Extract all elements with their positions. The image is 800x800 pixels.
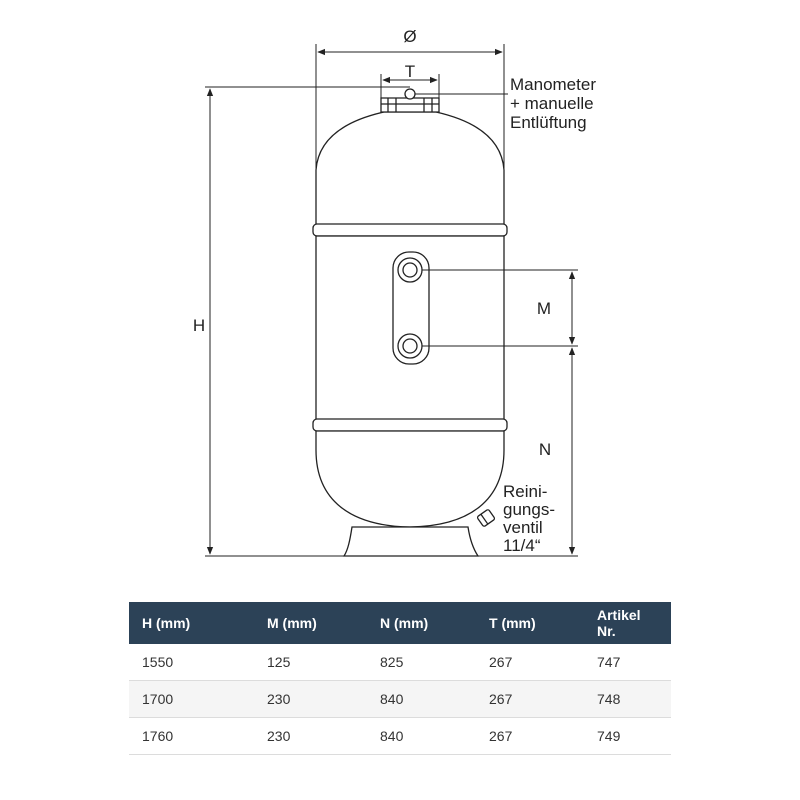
header-h: H (mm) — [129, 602, 254, 644]
tank-base — [344, 527, 478, 556]
cleaning-valve — [477, 509, 495, 527]
header-artikel: Artikel Nr. — [584, 602, 671, 644]
top-cap — [381, 98, 439, 112]
header-t: T (mm) — [476, 602, 584, 644]
tank-band-top — [313, 224, 507, 236]
diameter-label: Ø — [403, 27, 417, 46]
cleaning-valve-label: Reini- gungs- ventil 11/4“ — [503, 482, 555, 555]
table-row — [129, 644, 671, 681]
port-upper-outer — [398, 258, 422, 282]
cell-artikel: 749 — [584, 718, 671, 755]
port-lower-outer — [398, 334, 422, 358]
cell-h: 1760 — [129, 718, 254, 755]
table-header-row — [129, 602, 671, 644]
cell-t: 267 — [476, 718, 584, 755]
cell-n: 825 — [367, 644, 476, 681]
n-label: N — [538, 440, 552, 459]
cell-h: 1550 — [129, 644, 254, 681]
h-label: H — [192, 316, 206, 335]
m-label: M — [536, 299, 552, 318]
cell-t: 267 — [476, 681, 584, 718]
cell-m: 230 — [254, 718, 367, 755]
manometer-gauge — [405, 89, 415, 99]
table-row — [129, 718, 671, 755]
cell-artikel: 748 — [584, 681, 671, 718]
tank-upper-shell — [316, 112, 504, 225]
cell-n: 840 — [367, 681, 476, 718]
manometer-label: Manometer + manuelle Entlüftung — [510, 75, 596, 132]
dimensions-table — [129, 602, 671, 755]
cell-h: 1700 — [129, 681, 254, 718]
table-row — [129, 681, 671, 718]
t-label: T — [404, 62, 416, 81]
cell-m: 125 — [254, 644, 367, 681]
cell-artikel: 747 — [584, 644, 671, 681]
tank-band-bottom — [313, 419, 507, 431]
cell-t: 267 — [476, 644, 584, 681]
cell-m: 230 — [254, 681, 367, 718]
cell-n: 840 — [367, 718, 476, 755]
tank-lower-dome — [316, 431, 504, 527]
header-n: N (mm) — [367, 602, 476, 644]
header-m: M (mm) — [254, 602, 367, 644]
